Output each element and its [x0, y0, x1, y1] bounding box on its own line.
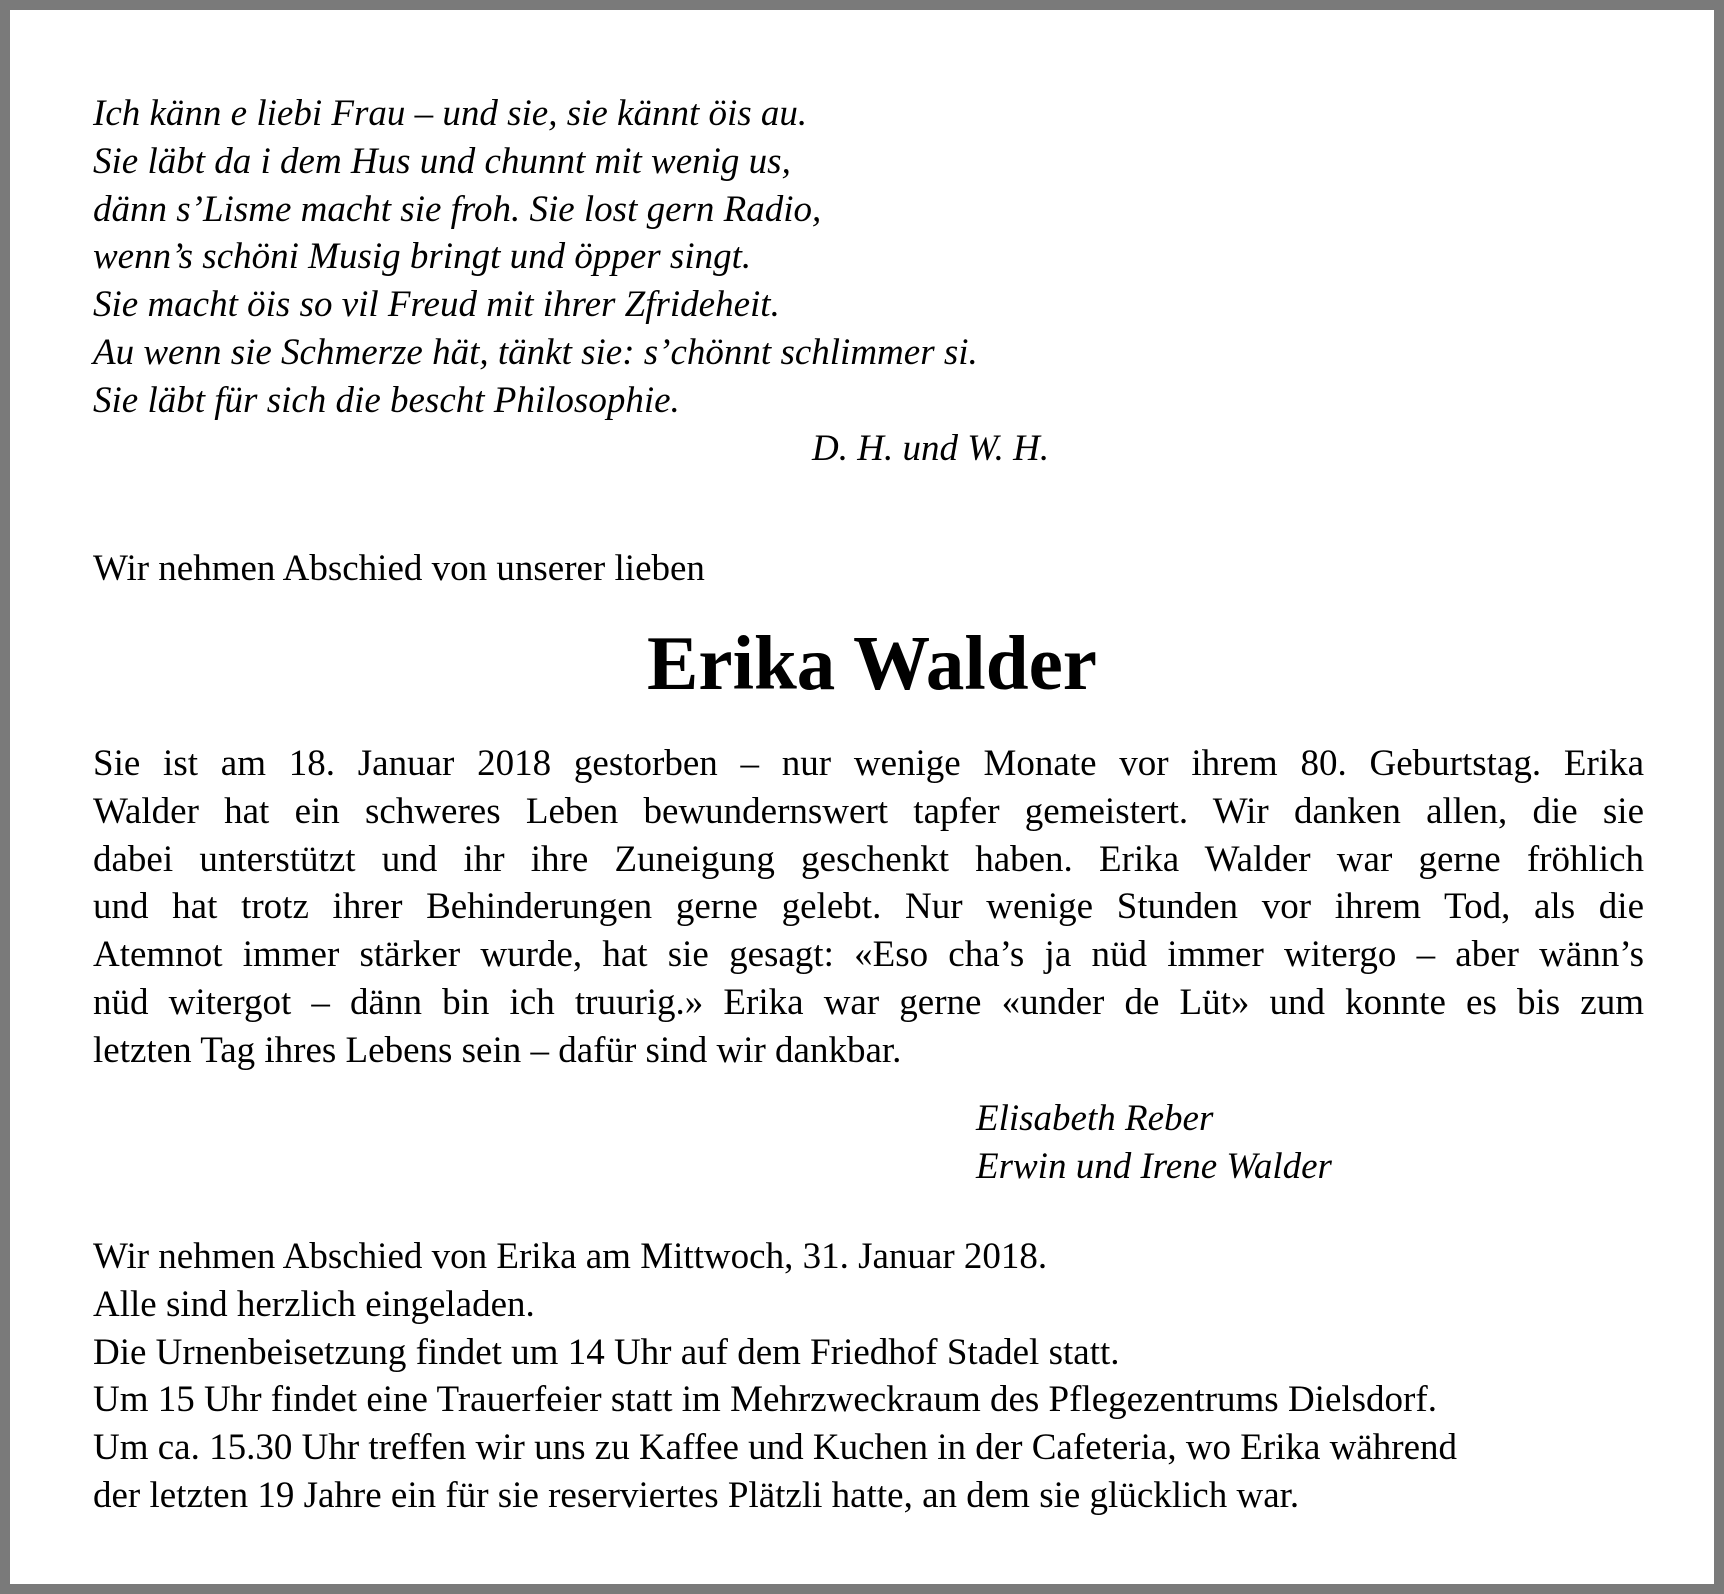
obituary-line: Atemnot immer stärker wurde, hat sie gesagt: «Eso cha’s ja nüd immer witergo – aber wänn’s	[93, 934, 1644, 976]
poem-line: Au wenn sie Schmerze hät, tänkt sie: s’chönnt schlimmer si.	[93, 331, 978, 373]
poem-line: Ich känn e liebi Frau – und sie, sie kännt öis au.	[93, 93, 808, 134]
obituary-line: nüd witergot – dänn bin ich truurig.» Erika war gerne «under de Lüt» und konnte es bis zum	[93, 981, 1644, 1023]
poem-line: Sie läbt da i dem Hus und chunnt mit wenig us,	[93, 140, 791, 182]
details-line: Alle sind herzlich eingeladen.	[93, 1283, 535, 1325]
details-line: Um 15 Uhr findet eine Trauerfeier statt im Mehrzweckraum des Pflegezentrums Dielsdorf.	[93, 1379, 1437, 1421]
signer-name: Elisabeth Reber	[976, 1098, 1214, 1139]
obituary-line: und hat trotz ihrer Behinderungen gerne gelebt. Nur wenige Stunden vor ihrem Tod, als die	[93, 886, 1644, 928]
signer-name: Erwin und Irene Walder	[976, 1145, 1332, 1187]
poem-line: dänn s’Lisme macht sie froh. Sie lost gern Radio,	[93, 188, 822, 230]
details-line: Wir nehmen Abschied von Erika am Mittwoch, 31. Januar 2018.	[93, 1236, 1048, 1277]
signers	[976, 1095, 1332, 1191]
poem-line: Sie macht öis so vil Freud mit ihrer Zfrideheit.	[93, 284, 780, 326]
obituary-line: Sie ist am 18. Januar 2018 gestorben – nur wenige Monate vor ihrem 80. Geburtstag. Erika	[93, 743, 1644, 784]
obituary-text	[93, 740, 1644, 1075]
poem-line: Sie läbt für sich die bescht Philosophie.	[93, 379, 680, 421]
obituary-line: letzten Tag ihres Lebens sein – dafür sind wir dankbar.	[93, 1029, 902, 1071]
details-line: Um ca. 15.30 Uhr treffen wir uns zu Kaffee und Kuchen in der Cafeteria, wo Erika während	[93, 1427, 1458, 1469]
details-line: der letzten 19 Jahre ein für sie reserviertes Plätzli hatte, an dem sie glücklich war.	[93, 1474, 1300, 1516]
farewell-intro: Wir nehmen Abschied von unserer lieben	[93, 548, 705, 589]
details-line: Die Urnenbeisetzung findet um 14 Uhr auf dem Friedhof Stadel statt.	[93, 1331, 1120, 1373]
obituary-line: Walder hat ein schweres Leben bewundernswert tapfer gemeistert. Wir danken allen, die sie	[93, 790, 1644, 832]
ceremony-details	[93, 1233, 1457, 1520]
poem-line: wenn’s schöni Musig bringt und öpper singt.	[93, 236, 752, 278]
obituary-line: dabei unterstützt und ihr ihre Zuneigung geschenkt haben. Erika Walder war gerne fröhlich	[93, 838, 1644, 880]
deceased-name: Erika Walder	[647, 620, 1097, 706]
poem-signature: D. H. und W. H.	[812, 428, 1050, 469]
obituary-page	[10, 10, 1714, 1584]
poem	[93, 90, 978, 425]
